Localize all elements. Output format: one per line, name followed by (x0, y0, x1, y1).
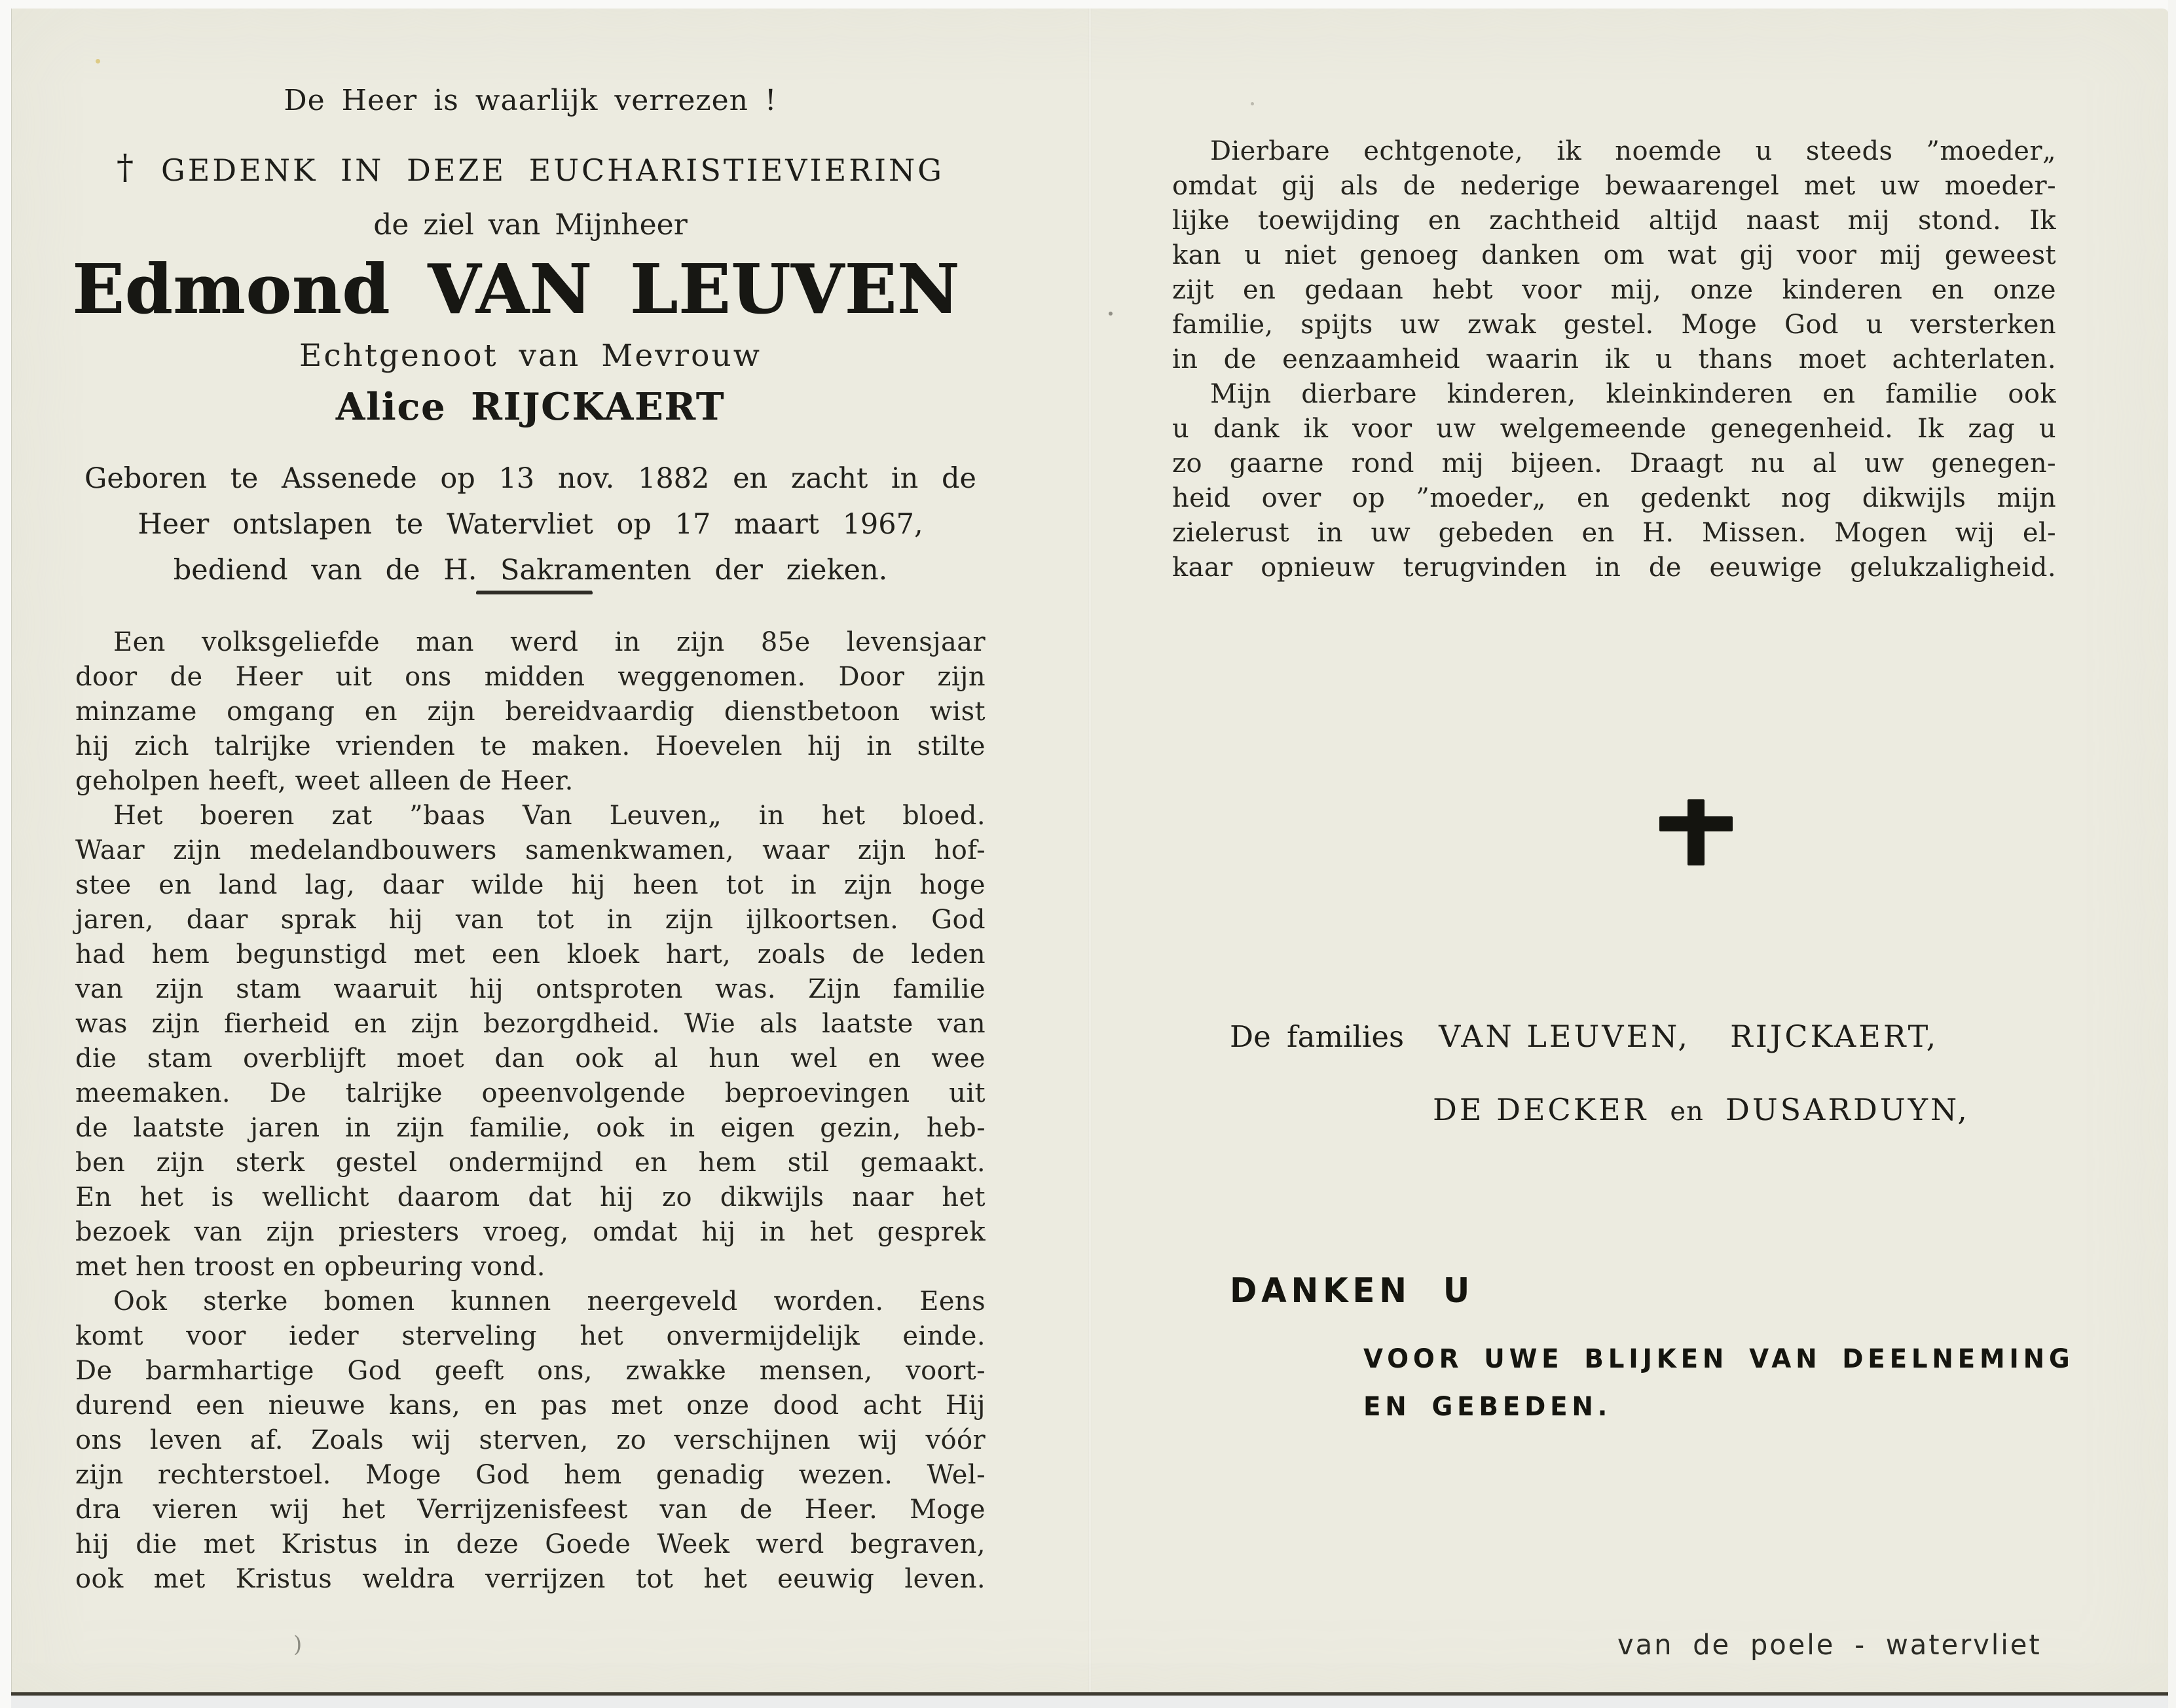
text-line: meemaken. De talrijke opeenvolgende beproevingen uit (75, 1078, 986, 1108)
eulogy-paragraph-2 (75, 799, 986, 1284)
farewell-paragraph-wife (1172, 134, 2056, 377)
text-line: omdat gij als de nederige bewaarengel met uw moeder- (1172, 171, 2056, 201)
paper-speck (96, 59, 100, 64)
text-line: durend een nieuwe kans, en pas met onze dood acht Hij (75, 1390, 986, 1421)
scanner-bottom-strip (0, 1696, 2176, 1708)
text-line: kaar opnieuw terugvinden in de eeuwige gelukzaligheid. (1172, 553, 2056, 583)
family-name-de-decker: DE DECKER (1433, 1092, 1649, 1127)
text-line: dra vieren wij het Verrijzenisfeest van de Heer. Moge (75, 1495, 986, 1525)
text-line: met hen troost en opbeuring vond. (75, 1252, 545, 1282)
text-line: Een volksgeliefde man werd in zijn 85e levensjaar (113, 627, 986, 657)
death-line: Heer ontslapen te Watervliet op 17 maart 1967, (138, 508, 923, 541)
eulogy-paragraph-1 (75, 625, 986, 799)
paper-speck (1109, 312, 1113, 316)
text-line: zielerust in uw gebeden en H. Missen. Mogen wij el- (1172, 518, 2056, 548)
stray-scan-mark: ) (293, 1631, 303, 1658)
eucharist-heading-text: GEDENK IN DEZE EUCHARISTIEVIERING (160, 153, 945, 188)
soul-of-line: de ziel van Mijnheer (373, 208, 688, 242)
families-line-1 (1230, 1019, 1938, 1054)
text-line: Mijn dierbare kinderen, kleinkinderen en familie ook (1210, 379, 2056, 409)
text-line: bezoek van zijn priesters vroeg, omdat hij in het gesprek (75, 1217, 986, 1247)
resurrection-motto: De Heer is waarlijk verrezen ! (284, 84, 777, 117)
text-line: heid over op ”moeder„ en gedenkt nog dikwijls mijn (1172, 483, 2056, 513)
families-line-2 (1433, 1092, 1970, 1127)
text-line: Waar zijn medelandbouwers samenkwamen, waar zijn hof- (75, 835, 986, 865)
text-line: Dierbare echtgenote, ik noemde u steeds ”moeder„ (1210, 136, 2056, 166)
section-divider (476, 591, 593, 594)
spouse-of-line: Echtgenoot van Mevrouw (299, 338, 762, 374)
scanner-right-strip (2168, 0, 2176, 1708)
farewell-paragraph-children (1172, 377, 2056, 585)
text-line: geholpen heeft, weet alleen de Heer. (75, 766, 574, 796)
text-line: lijke toewijding en zachtheid altijd naast mij stond. Ik (1172, 206, 2056, 236)
text-line: ook met Kristus weldra verrijzen tot het eeuwig leven. (75, 1564, 986, 1594)
family-name-rijckaert: RIJCKAERT, (1730, 1019, 1939, 1054)
text-line: de laatste jaren in zijn familie, ook in eigen gezin, heb- (75, 1113, 986, 1143)
families-conjunction: en (1670, 1097, 1704, 1127)
eucharist-heading (75, 148, 986, 188)
text-line: u dank ik voor uw welgemeende genegenheid. Ik zag u (1172, 414, 2056, 444)
text-line: van zijn stam waaruit hij ontsproten was. Zijn familie (75, 974, 986, 1004)
text-line: was zijn fierheid en zijn bezorgdheid. Wie als laatste van (75, 1009, 986, 1039)
cross-horizontal-bar (1659, 816, 1733, 831)
text-line: De barmhartige God geeft ons, zwakke mensen, voort- (75, 1356, 986, 1386)
text-line: in de eenzaamheid waarin ik u thans moet achterlaten. (1172, 344, 2056, 374)
family-name-van-leuven: VAN LEUVEN, (1439, 1019, 1690, 1054)
fold-crease (1088, 9, 1092, 1692)
text-line: ben zijn sterk gestel ondermijnd en hem stil gemaakt. (75, 1148, 986, 1178)
text-line: En het is wellicht daarom dat hij zo dikwijls naar het (75, 1182, 986, 1212)
text-line: komt voor ieder sterveling het onvermijdelijk einde. (75, 1321, 986, 1351)
text-line: jaren, daar sprak hij van tot in zijn ijlkoortsen. God (75, 905, 986, 935)
small-cross-icon: † (116, 148, 136, 187)
sacraments-line: bediend van de H. Sakramenten der zieken. (173, 554, 888, 587)
family-name-dusarduyn: DUSARDUYN, (1725, 1092, 1970, 1127)
spouse-name: Alice RIJCKAERT (335, 385, 726, 429)
text-line: hij die met Kristus in deze Goede Week werd begraven, (75, 1529, 986, 1559)
text-line: door de Heer uit ons midden weggenomen. Door zijn (75, 662, 986, 692)
text-line: Ook sterke bomen kunnen neergeveld worden. Eens (113, 1286, 986, 1317)
text-line: Het boeren zat ”baas Van Leuven„ in het bloed. (113, 801, 986, 831)
text-line: die stam overblijft moet dan ook al hun wel en wee (75, 1044, 986, 1074)
text-line: familie, spijts uw zwak gestel. Moge God u versterken (1172, 310, 2056, 340)
text-line: ons leven af. Zoals wij sterven, zo verschijnen wij vóór (75, 1425, 986, 1455)
text-line: zijn rechterstoel. Moge God hem genadig wezen. Wel- (75, 1460, 986, 1490)
cross-vertical-bar (1687, 799, 1705, 865)
left-page-body (75, 625, 986, 1597)
thank-you-title: DANKEN U (1230, 1271, 1475, 1311)
right-page-body (1172, 134, 2056, 585)
printer-credit: van de poele - watervliet (1617, 1629, 2042, 1662)
families-prefix: De families (1230, 1019, 1405, 1054)
paper-speck (1251, 102, 1254, 105)
thank-you-line-1: VOOR UWE BLIJKEN VAN DEELNEMING (1363, 1344, 2075, 1374)
text-line: zijt en gedaan hebt voor mij, onze kinderen en onze (1172, 275, 2056, 305)
deceased-name: Edmond VAN LEUVEN (72, 249, 960, 329)
birth-line: Geboren te Assenede op 13 nov. 1882 en zacht in de (84, 462, 976, 495)
text-line: minzame omgang en zijn bereidvaardig dienstbetoon wist (75, 697, 986, 727)
text-line: zo gaarne rond mij bijeen. Draagt nu al uw genegen- (1172, 448, 2056, 479)
text-line: had hem begunstigd met een kloek hart, zoals de leden (75, 939, 986, 970)
scanner-left-strip (0, 0, 11, 1708)
thank-you-line-2: EN GEBEDEN. (1363, 1392, 1612, 1422)
birth-death-dates (75, 456, 986, 593)
eulogy-paragraph-3 (75, 1284, 986, 1597)
scanner-top-strip (0, 0, 2176, 9)
text-line: hij zich talrijke vrienden te maken. Hoevelen hij in stilte (75, 731, 986, 761)
text-line: kan u niet genoeg danken om wat gij voor mij geweest (1172, 240, 2056, 270)
text-line: stee en land lag, daar wilde hij heen tot in zijn hoge (75, 870, 986, 900)
